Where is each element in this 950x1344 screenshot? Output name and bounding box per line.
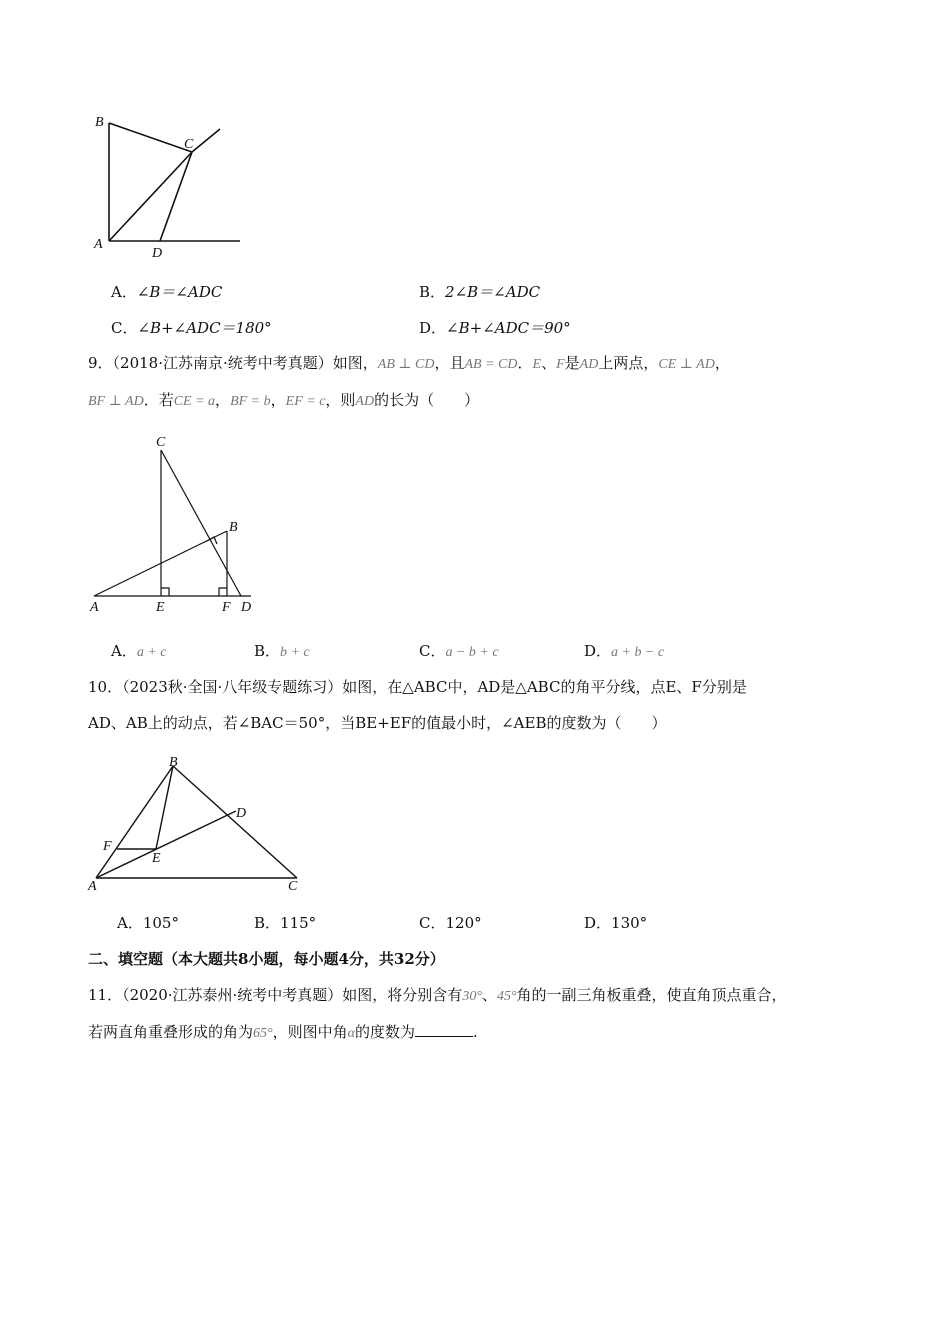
q9-stem-line1: 9．（2018·江苏南京·统考中考真题）如图，AB ⊥ CD，且AB = CD．E、F是AD上两点，CE ⊥ AD，	[88, 354, 730, 372]
q8-label-b: B	[95, 115, 104, 130]
q11-number: 11．	[88, 986, 123, 1004]
section-title: 二、填空题（本大题共8小题，每小题4分，共32分）	[88, 950, 445, 968]
q10-option-b[interactable]: B．115°	[254, 914, 317, 932]
q8-option-c[interactable]: C．∠B+∠ADC＝180°	[111, 319, 272, 337]
q10-stem-line2: AD、AB上的动点，若∠BAC＝50°，当BE+EF的值最小时，∠AEB的度数为（ ）	[88, 714, 667, 732]
q8-label-a: A	[94, 237, 103, 252]
q10-option-a[interactable]: A．105°	[117, 914, 179, 932]
q10-option-d[interactable]: D．130°	[584, 914, 648, 932]
q9-label-e: E	[156, 600, 165, 615]
q10-label-a: A	[88, 879, 97, 894]
q10-stem-line1: 10．（2023秋·全国·八年级专题练习）如图，在△ABC中，AD是△ABC的角平分线，点E、F分别是	[88, 678, 747, 696]
q8-label-d: D	[152, 246, 163, 261]
q10-number: 10．	[88, 678, 123, 696]
q9-stem-line2: BF ⊥ AD．若CE = a，BF = b，EF = c，则AD的长为（ ）	[88, 391, 480, 409]
q8-label-c: C	[184, 137, 194, 152]
q8-option-d[interactable]: D．∠B+∠ADC＝90°	[419, 319, 571, 337]
q11-answer-blank[interactable]	[415, 1022, 473, 1037]
q8-figure	[88, 108, 258, 263]
q11-stem-line2: 若两直角重叠形成的角为65°，则图中角α的度数为 .	[88, 1023, 478, 1041]
q8-option-a[interactable]: A．∠B＝∠ADC	[111, 283, 223, 301]
q10-figure	[86, 750, 311, 895]
q11-stem-line1: 11．（2020·江苏泰州·统考中考真题）如图，将分别含有30°、45°角的一副三角板重叠，使直角顶点重合，	[88, 986, 787, 1004]
q9-option-c[interactable]: C．a − b + c	[419, 642, 499, 660]
q9-figure	[86, 430, 261, 615]
q9-option-a[interactable]: A．a + c	[111, 642, 167, 660]
q10-label-c: C	[288, 879, 298, 894]
q10-label-e: E	[152, 851, 161, 866]
q9-source: （2018·江苏南京·统考中考真题）如图，	[112, 354, 378, 372]
q9-option-d[interactable]: D．a + b − c	[584, 642, 665, 660]
q9-number: 9．	[88, 354, 113, 372]
q10-label-b: B	[169, 755, 178, 770]
q10-option-c[interactable]: C．120°	[419, 914, 482, 932]
q9-label-c: C	[156, 435, 166, 450]
q9-label-f: F	[222, 600, 231, 615]
q9-label-d: D	[241, 600, 252, 615]
q9-option-b[interactable]: B．b + c	[254, 642, 310, 660]
q9-label-b: B	[229, 520, 238, 535]
q10-label-f: F	[103, 839, 112, 854]
q9-label-a: A	[90, 600, 99, 615]
q10-label-d: D	[236, 806, 247, 821]
q8-option-b[interactable]: B．2∠B＝∠ADC	[419, 283, 541, 301]
